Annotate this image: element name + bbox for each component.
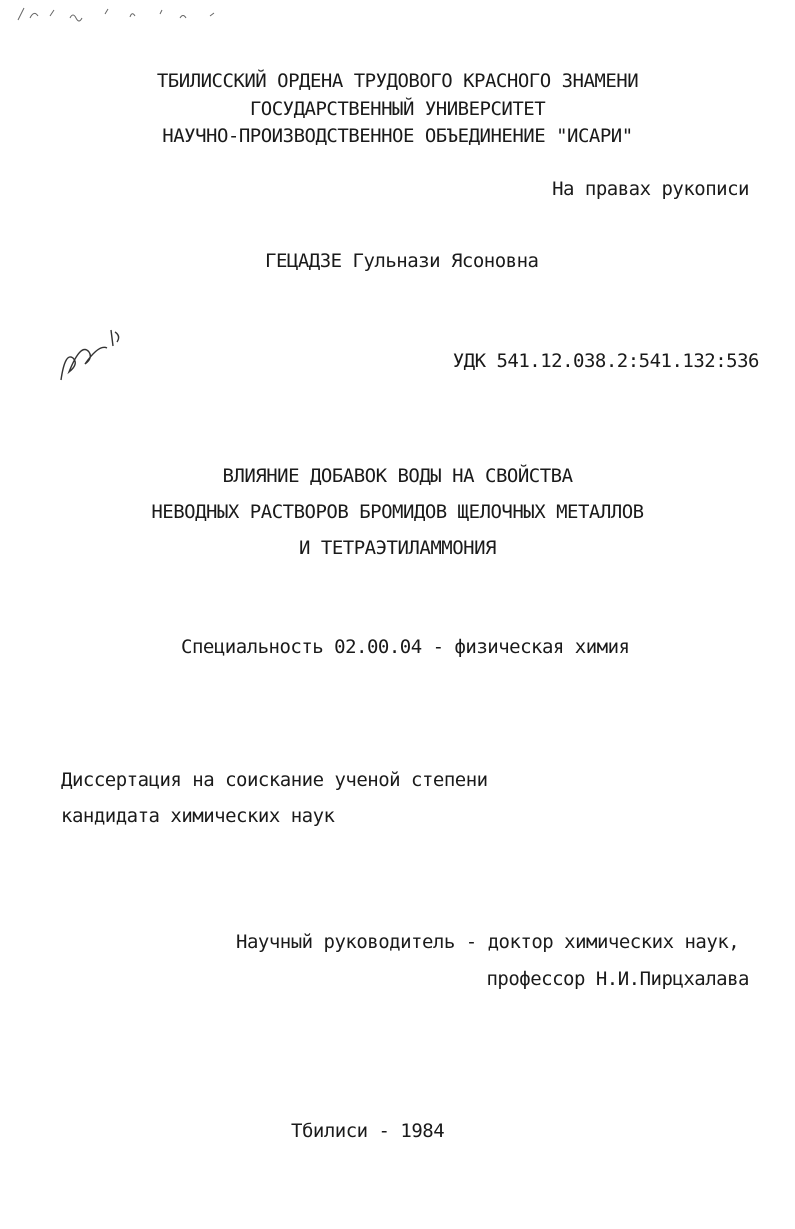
institution-line-3: НАУЧНО-ПРОИЗВОДСТВЕННОЕ ОБЪЕДИНЕНИЕ "ИСАРИ" [162, 125, 633, 147]
handwritten-marks-icon [10, 2, 230, 24]
dissertation-line-1: Диссертация на соискание ученой степени [61, 769, 488, 791]
institution-line-2: ГОСУДАРСТВЕННЫЙ УНИВЕРСИТЕТ [249, 98, 546, 120]
signature-icon [55, 322, 130, 384]
title-line-3: И ТЕТРАЭТИЛАММОНИЯ [299, 537, 496, 559]
title-line-1: ВЛИЯНИЕ ДОБАВОК ВОДЫ НА СВОЙСТВА [222, 465, 573, 487]
author-name: ГЕЦАДЗЕ Гульнази Ясоновна [265, 250, 539, 272]
dissertation-line-2: кандидата химических наук [61, 805, 335, 827]
advisor-line-1: Научный руководитель - доктор химических наук, [236, 931, 740, 953]
specialty: Специальность 02.00.04 - физическая химия [181, 636, 630, 658]
place-year: Тбилиси - 1984 [291, 1120, 445, 1142]
udk-code: УДК 541.12.038.2:541.132:536 [452, 350, 759, 372]
title-line-2: НЕВОДНЫХ РАСТВОРОВ БРОМИДОВ ЩЕЛОЧНЫХ МЕТАЛЛОВ [151, 501, 644, 523]
institution-line-1: ТБИЛИССКИЙ ОРДЕНА ТРУДОВОГО КРАСНОГО ЗНАМЕНИ [156, 70, 639, 92]
advisor-line-2: профессор Н.И.Пирцхалава [486, 968, 749, 990]
rights-note: На правах рукописи [552, 178, 749, 200]
